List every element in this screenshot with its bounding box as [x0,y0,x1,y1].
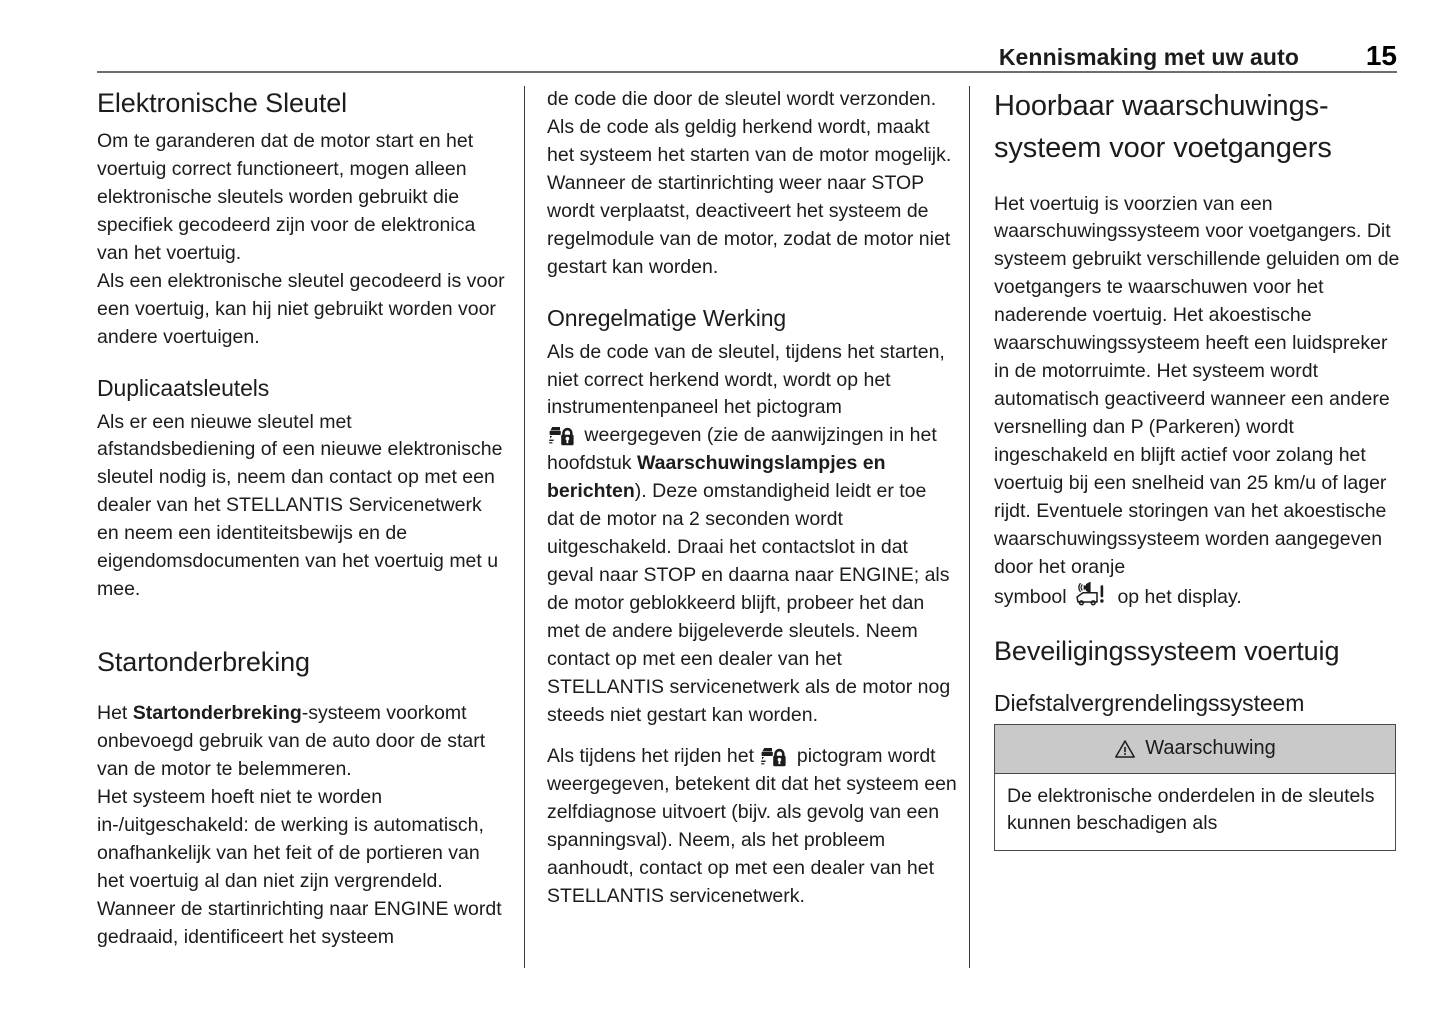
heading-elektronische-sleutel: Elektronische Sleutel [97,88,348,118]
paragraph-startonderbreking-werking: Het systeem hoeft niet te worden in-/uitgeschakeld: de werking is automatisch, onafhankelijk van het feit of de portieren van het voertuig al dan niet zijn vergrendeld. [97,786,484,893]
spacer [994,612,1404,634]
spacer [97,687,507,700]
spacer [547,282,957,304]
emphasis-startonderbreking: Startonderbreking [132,702,302,725]
paragraph-voetgangers-systeem: Het voertuig is voorzien van een waarschuwingssysteem voor voetgangers. Dit systeem gebruikt verschillende geluiden om de voetgangers te waarschuwen voor het naderende voertuig. Het akoestische waarschuwingssysteem heeft een luidspreker in de motorruimte. Het systeem wordt automatisch geactiveerd wanneer een andere versnelling dan P (Parkeren) wordt ingeschakeld en blijft actief voor zolang het voertuig bij een snelheid van 25 km/u of lager rijdt. Eventuele storingen van het akoestische waarschuwingssysteem worden aangegeven door het oranje [994,192,1400,579]
text-fragment: pictogram wordt weergegeven, betekent dit dat het systeem een zelfdiagnose uitvoert (bijv. als gevolg van een spanningsval). Neem, als het probleem aanhoudt, contact op met een dealer van het STELLANTIS servicenetwerk. [547,745,957,907]
paragraph-zelfdiagnose [547,743,957,911]
column-3 [994,86,1404,976]
column-2 [547,86,957,976]
heading-hoorbaar-waarschuwingssysteem: Hoorbaar waarschuwings-systeem voor voetgangers [994,90,1332,164]
text-fragment: Het [97,702,133,725]
text-fragment: Als tijdens het rijden het [547,745,760,768]
paragraph-sleutel-intro: Om te garanderen dat de motor start en het voertuig correct functioneert, mogen alleen elektronische sleutels worden gebruikt die specifiek gecodeerd zijn voor de elektronica van het voertuig. [97,130,476,264]
warning-box [994,724,1396,851]
paragraph-code-verzonden: de code die door de sleutel wordt verzonden. Als de code als geldig herkend wordt, maakt het systeem het starten van de motor mogelijk. [547,88,952,166]
paragraph-startonderbreking-intro [97,700,507,784]
spacer [97,604,507,645]
heading-diefstalvergrendelingssysteem: Diefstalvergrendelingssysteem [994,690,1305,717]
warning-box-label: Waarschuwing [1145,737,1276,760]
page-number: 15 [1365,40,1397,71]
content-columns [97,86,1400,976]
car-lock-icon [761,745,789,767]
column-1 [97,86,507,976]
text-fragment: symbool [994,586,1073,609]
text-fragment: ). Deze omstandigheid leidt er toe dat de motor na 2 seconden wordt uitgeschakeld. Draai het contactslot in dat geval naar STOP en daarna naar ENGINE; als de motor geblokkeerd blijft, probeer het dan met de andere bijgeleverde sleutels. Neem contact op met een dealer van het STELLANTIS servicenetwerk als de motor nog steeds niet gestart kan worden. [547,480,951,727]
spacer [994,676,1404,689]
heading-duplicaatsleutels: Duplicaatsleutels [97,374,270,401]
text-fragment: weergegeven (zie de aanwijzingen in het hoofdstuk [547,424,937,475]
car-lock-icon [549,424,577,446]
paragraph-stop-deactiveert: Wanneer de startinrichting weer naar STOP wordt verplaatst, deactiveert het systeem de regelmodule van de motor, zodat de motor niet gestart kan worden. [547,171,951,278]
warning-box-text: De elektronische onderdelen in de sleutels kunnen beschadigen als [1007,784,1375,835]
column-divider-2 [969,86,970,968]
paragraph-duplicaatsleutels: Als er een nieuwe sleutel met afstandsbediening of een nieuwe elektronische sleutel nodig is, neem dan contact op met een dealer van het STELLANTIS Servicenetwerk en neem een identiteitsbewijs en de eigendomsdocumenten van het voertuig met u mee. [97,410,503,601]
warning-box-header [995,725,1395,774]
spacer [547,730,957,743]
emphasis-waarschuwingslampjes: Waarschuwingslampjes en berichten [547,452,886,503]
text-fragment: op het display. [1112,586,1242,609]
warning-box-body [995,774,1395,850]
heading-onregelmatige-werking: Onregelmatige Werking [547,304,787,331]
column-divider-1 [524,86,525,968]
spacer [97,352,507,374]
heading-startonderbreking: Startonderbreking [97,647,310,678]
page-title: Kennismaking met uw auto [998,44,1299,70]
spacer [994,178,1404,191]
car-speaker-warning-icon [1074,582,1110,608]
paragraph-sleutel-gecodeerd: Als een elektronische sleutel gecodeerd is voor een voertuig, kan hij niet gebruikt worden voor andere voertuigen. [97,269,505,348]
text-fragment: -systeem voorkomt onbevoegd gebruik van de auto door de start van de motor te belemmeren. [97,702,486,781]
page-header [97,36,1397,70]
heading-beveiligingssysteem-voertuig: Beveiligingssysteem voertuig [994,636,1340,667]
paragraph-onregelmatige-intro: Als de code van de sleutel, tijdens het starten, niet correct herkend wordt, wordt op het instrumentenpaneel het pictogram [547,340,945,419]
paragraph-startonderbreking-engine: Wanneer de startinrichting naar ENGINE wordt gedraaid, identificeert het systeem [97,898,502,949]
warning-triangle-icon [1114,739,1136,759]
header-rule [97,71,1397,73]
paragraph-oranje-symbool [994,582,1404,612]
paragraph-onregelmatige-pictogram [547,422,957,730]
